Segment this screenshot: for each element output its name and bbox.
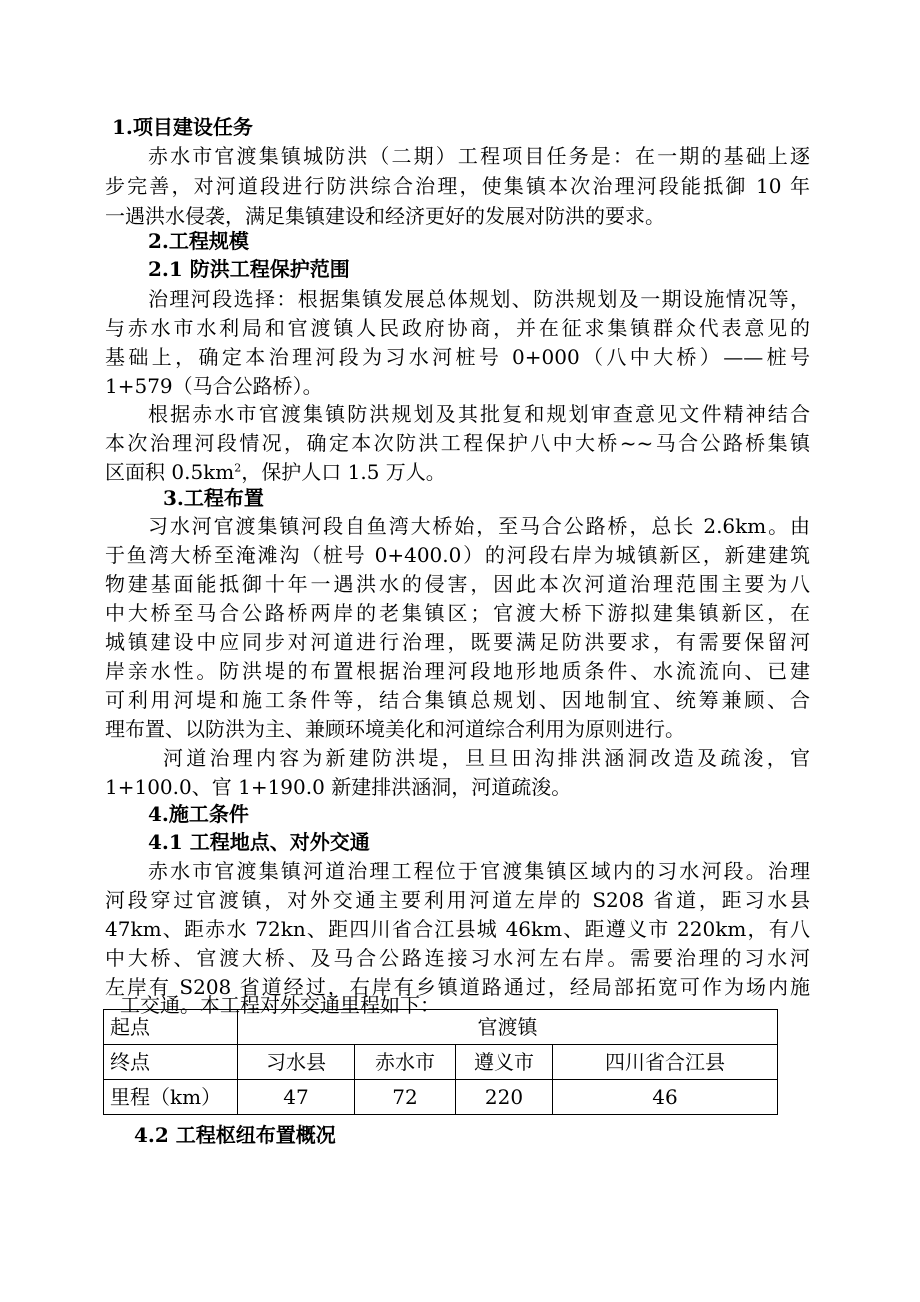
s3-p1-line-5: 城镇建设中应同步对河道进行治理，既要满足防洪要求，有需要保留河 — [105, 630, 810, 654]
s4-p1-line-6: 工交通。本工程对外交通里程如下： — [120, 993, 440, 1017]
section-4-1-heading: 4.1 工程地点、对外交通 — [148, 830, 370, 854]
s2-p1-line-3: 基础上，确定本治理河段为习水河桩号 0+000（八中大桥）——桩号 — [105, 345, 810, 369]
origin-label-cell: 起点 — [104, 1010, 238, 1045]
area-unit-superscript: 2 — [234, 461, 242, 475]
section-3-heading: 3.工程布置 — [163, 486, 264, 510]
destination-cell: 四川省合江县 — [553, 1045, 778, 1080]
s2-p1-line-2: 与赤水市水利局和官渡镇人民政府协商，并在征求集镇群众代表意见的 — [105, 316, 810, 340]
s3-p1-line-7: 可利用河堤和施工条件等，结合集镇总规划、因地制宜、统筹兼顾、合 — [105, 688, 810, 712]
table-row — [104, 1080, 778, 1115]
destination-cell: 习水县 — [238, 1045, 355, 1080]
s3-p1-line-3: 物建基面能抵御十年一遇洪水的侵害，因此本次河道治理范围主要为八 — [105, 572, 810, 596]
destination-cell: 赤水市 — [355, 1045, 456, 1080]
destination-label-cell: 终点 — [104, 1045, 238, 1080]
s3-p1-line-1: 习水河官渡集镇河段自鱼湾大桥始，至马合公路桥，总长 2.6km。由 — [148, 514, 810, 538]
s4-p1-line-5: 左岸有 S208 省道经过，右岸有乡镇道路通过，经局部拓宽可作为场内施 — [105, 975, 810, 999]
table-row — [104, 1045, 778, 1080]
s2-p1-line-1: 治理河段选择：根据集镇发展总体规划、防洪规划及一期设施情况等， — [148, 287, 810, 311]
section-2-1-heading: 2.1 防洪工程保护范围 — [148, 257, 350, 281]
section-2-heading: 2.工程规模 — [148, 229, 249, 253]
s3-p2-line-1: 河道治理内容为新建防洪堤，旦旦田沟排洪涵洞改造及疏浚，官 — [163, 746, 810, 770]
section-4-2-heading: 4.2 工程枢纽布置概况 — [134, 1123, 336, 1147]
s3-p1-line-2: 于鱼湾大桥至淹滩沟（桩号 0+400.0）的河段右岸为城镇新区，新建建筑 — [105, 543, 810, 567]
distance-cell: 72 — [355, 1080, 456, 1115]
distance-cell: 220 — [456, 1080, 553, 1115]
origin-value-cell: 官渡镇 — [238, 1010, 778, 1045]
destination-cell: 遵义市 — [456, 1045, 553, 1080]
s4-p1-line-3: 47km、距赤水 72kn、距四川省合江县城 46km、距遵义市 220km，有八 — [105, 917, 810, 941]
table-row — [104, 1010, 778, 1045]
s1-line-2: 步完善，对河道段进行防洪综合治理，使集镇本次治理河段能抵御 10 年 — [105, 174, 810, 198]
traffic-distance-table — [103, 1009, 778, 1115]
s3-p1-line-8: 理布置、以防洪为主、兼顾环境美化和河道综合利用为原则进行。 — [105, 717, 685, 741]
distance-label-cell: 里程（km） — [104, 1080, 238, 1115]
area-text: 区面积 0.5km — [105, 460, 235, 484]
s1-line-1: 赤水市官渡集镇城防洪（二期）工程项目任务是：在一期的基础上逐 — [148, 144, 810, 168]
s2-p2-line-2: 本次治理河段情况，确定本次防洪工程保护八中大桥~~马合公路桥集镇 — [105, 431, 810, 455]
s4-p1-line-2: 河段穿过官渡镇，对外交通主要利用河道左岸的 S208 省道，距习水县 — [105, 888, 810, 912]
distance-cell: 46 — [553, 1080, 778, 1115]
distance-cell: 47 — [238, 1080, 355, 1115]
section-4-heading: 4.施工条件 — [148, 802, 249, 826]
s3-p2-line-2: 1+100.0、官 1+190.0 新建排洪涵洞，河道疏浚。 — [105, 775, 572, 799]
population-text: ，保护人口 1.5 万人。 — [241, 460, 446, 484]
s2-p1-line-4: 1+579（马合公路桥）。 — [105, 374, 323, 398]
s1-line-3: 一遇洪水侵袭，满足集镇建设和经济更好的发展对防洪的要求。 — [105, 204, 665, 228]
s3-p1-line-6: 岸亲水性。防洪堤的布置根据治理河段地形地质条件、水流流向、已建 — [105, 659, 810, 683]
s2-p2-line-1: 根据赤水市官渡集镇防洪规划及其批复和规划审查意见文件精神结合 — [148, 402, 810, 426]
section-1-heading: 1.项目建设任务 — [112, 115, 253, 139]
s3-p1-line-4: 中大桥至马合公路桥两岸的老集镇区；官渡大桥下游拟建集镇新区，在 — [105, 601, 810, 625]
s4-p1-line-4: 中大桥、官渡大桥、及马合公路连接习水河左右岸。需要治理的习水河 — [105, 946, 810, 970]
s4-p1-line-1: 赤水市官渡集镇河道治理工程位于官渡集镇区域内的习水河段。治理 — [148, 859, 810, 883]
